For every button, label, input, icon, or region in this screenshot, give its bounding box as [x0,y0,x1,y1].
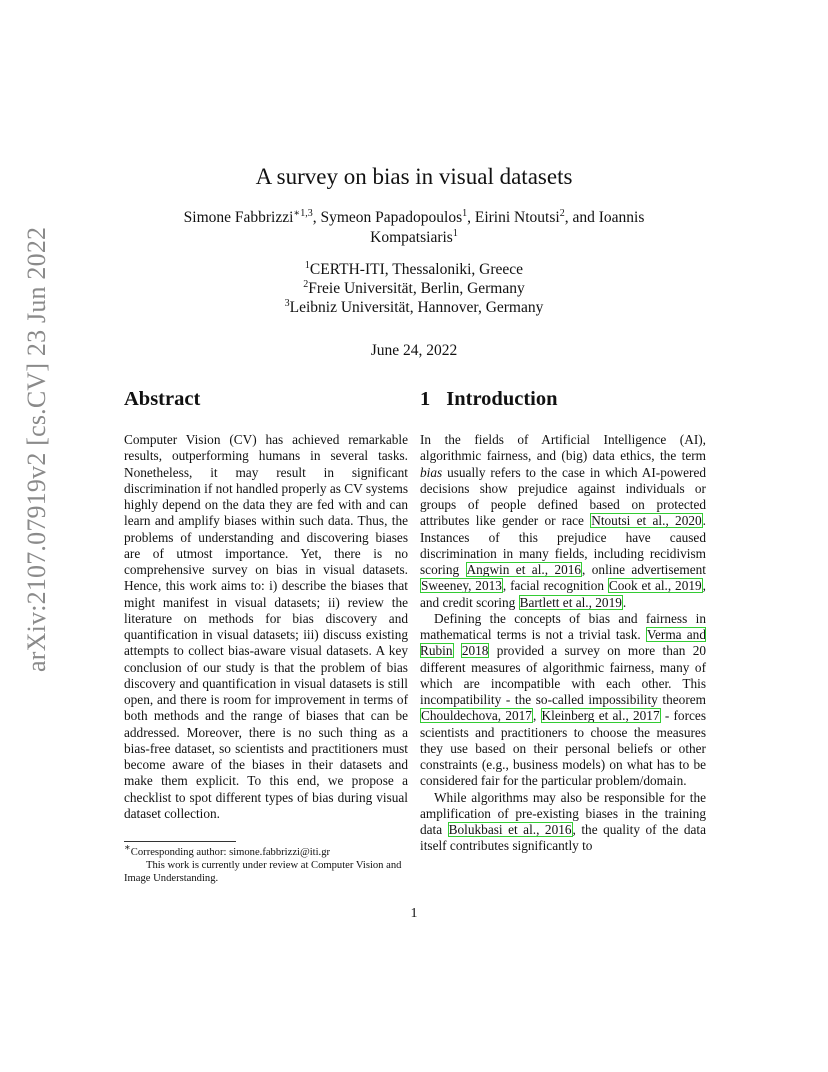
citation-link[interactable]: Verma and Rubin [420,627,706,659]
intro-paragraph [420,611,706,790]
paragraph-text: In the fields of Artificial Intelligence (AI), algorithmic fairness, and (big) data ethics, the term [420,432,706,464]
abstract-text: Computer Vision (CV) has achieved remarkable results, outperforming humans in several tasks. Nonetheless, it may result in significant discrimination if not handled properly as CV systems highly depend on the data they are fed with and can learn and amplify biases within such data. Thus, the problems of understanding and discovering biases are of utmost importance. Yet, there is no comprehensive survey on bias in visual datasets. Hence, this work aims to: i) describe the biases that might manifest in visual datasets; ii) review the literature on methods for bias discovery and quantification in visual datasets; iii) discuss existing attempts to collect bias-aware visual datasets. A key conclusion of our study is that the problem of bias discovery and quantification in visual datasets is still open, and there is room for improvement in terms of both methods and the range of biases that can be addressed. Moreover, there is no such thing as a bias-free dataset, so scientists and practitioners must become aware of the biases in their datasets and make them explicit. To this end, we propose a checklist to spot different types of bias during visual dataset collection. [124,432,408,821]
paragraph-text: , facial recognition [502,578,608,594]
emphasized-term: bias [420,464,443,480]
paragraph-text: , online advertisement [582,562,706,577]
introduction-column [420,388,706,855]
citation-link[interactable]: Bartlett et al., 2019 [519,594,622,610]
affiliation: $^1$CERTH-ITI, Thessaloniki, Greece [304,259,524,278]
citation-link[interactable]: Angwin et al., 2016 [466,562,582,577]
section-title: Introduction [446,388,558,410]
section-number: 1 [420,388,431,410]
paragraph-text: While algorithms may also be responsible for the amplification of pre-existing biases in the training data [420,789,706,837]
paper-title: A survey on bias in visual datasets [255,164,573,189]
footnote-corresponding: ∗Corresponding author: simone.fabbrizzi@iti.gr [124,842,331,858]
page-number: 1 [410,906,418,921]
intro-paragraph [420,790,706,855]
affiliation: $^2$Freie Universität, Berlin, Germany [303,278,525,297]
paragraph-text: Defining the concepts of bias and fairness in mathematical terms is not a trivial task. [420,610,706,642]
citation-link[interactable]: Bolukbasi et al., 2016 [448,822,572,837]
author-affiliation-mark: 2 [559,207,565,219]
paragraph-text: , and credit scoring [420,578,706,610]
paragraph-text [454,643,461,658]
abstract-heading: Abstract [124,388,201,410]
paragraph-text: - forces scientists and practitioners to choose the measures they use based on their personal beliefs or other constraints (e.g., business models) on what has to be considered fair for the particular problem/domain. [420,708,706,789]
citation-link[interactable]: Cook et al., 2019 [608,578,702,594]
citation-link[interactable]: 2018 [461,643,489,659]
paragraph-text: provided a survey on more than 20 different measures of algorithmic fairness, many of which are incompatible with each other. This incompatibility - the so-called impossibility theorem [420,643,706,707]
paragraph-text: . [622,594,627,610]
author-affiliation-mark: 1 [462,207,468,219]
paragraph-text: , [532,708,541,724]
paragraph-text: . Instances of this prejudice have caused discrimination in many fields, including recidivism scoring [420,513,706,577]
citation-link[interactable]: Kleinberg et al., 2017 [541,708,660,724]
citation-link[interactable]: Sweeney, 2013 [421,578,502,594]
abstract-column [124,388,408,822]
author-name: Simone Fabbrizzi [183,209,294,226]
intro-paragraph [420,432,706,611]
author-affiliation-mark: 1 [452,227,458,239]
paragraph-text: usually refers to the case in which AI-powered decisions show prejudice against individuals or groups of people defined based on protected attributes like gender or race [420,464,706,529]
footnote-rule [124,841,236,842]
author-name: Eirini Ntoutsi [474,209,560,226]
citation-link[interactable]: Ntoutsi et al., 2020 [591,513,702,529]
paragraph-text: , the quality of the data itself contributes significantly to [420,822,706,854]
affiliation-list [0,260,828,317]
arxiv-stamp: arXiv:2107.07919v2 [cs.CV] 23 Jun 2022 [22,226,51,672]
author-list: Simone Fabbrizzi$^{∗1,3}$, Symeon Papadopoulos$^1$, Eirini Ntoutsi$^2$, and Ioannis Kompatsiaris$^1$ [183,207,645,246]
author-affiliation-mark: ∗1,3 [293,207,313,219]
section-heading [420,388,706,414]
author-name: Ioannis Kompatsiaris [370,209,645,246]
affiliation: $^3$Leibniz Universität, Hannover, Germany [284,297,544,316]
paper-date: June 24, 2022 [370,342,458,359]
author-name: Symeon Papadopoulos [320,209,463,226]
footnote-review-note: This work is currently under review at Computer Vision and Image Understanding. [124,860,402,884]
citation-link[interactable]: Chouldechova, 2017 [421,708,532,724]
